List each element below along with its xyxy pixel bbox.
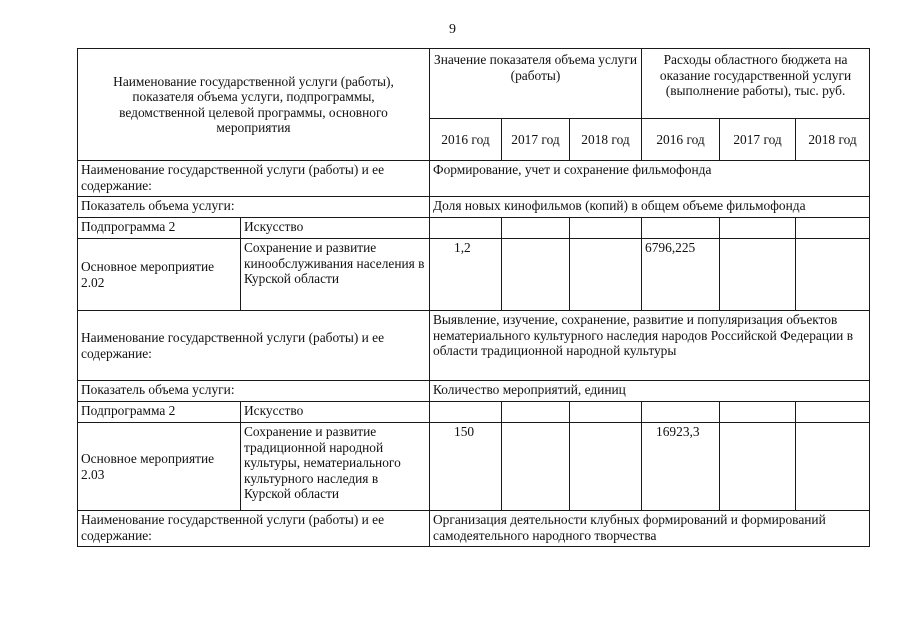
empty-cell — [796, 218, 870, 239]
table-row — [78, 161, 870, 197]
header-name-cell: Наименование государственной услуги (работы), показателя объема услуги, подпрограммы, ведомственной целевой программы, основного мероприятия — [78, 49, 430, 161]
measure-name: Сохранение и развитие кинообслуживания населения в Курской области — [241, 239, 430, 311]
empty-cell — [720, 218, 796, 239]
table-row — [78, 218, 870, 239]
indicator-value: Количество мероприятий, единиц — [430, 381, 870, 402]
header-row-top — [78, 49, 870, 119]
volume-2016: 1,2 — [430, 239, 502, 311]
expense-2016: 6796,225 — [642, 239, 720, 311]
service-value: Формирование, учет и сохранение фильмофонда — [430, 161, 870, 197]
service-value: Выявление, изучение, сохранение, развитие и популяризация объектов нематериального культурного наследия народов Российской Федерации в области традиционной народной культуры — [430, 311, 870, 381]
subprogram-label: Подпрограмма 2 — [78, 402, 241, 423]
header-expense-group: Расходы областного бюджета на оказание государственной услуги (выполнение работы), тыс. руб. — [642, 49, 870, 119]
table-row — [78, 511, 870, 547]
volume-2018 — [570, 423, 642, 511]
empty-cell — [430, 218, 502, 239]
subprogram-label: Подпрограмма 2 — [78, 218, 241, 239]
table-row — [78, 197, 870, 218]
expense-2018 — [796, 423, 870, 511]
service-label: Наименование государственной услуги (работы) и ее содержание: — [78, 511, 430, 547]
header-volume-year-2018: 2018 год — [570, 119, 642, 161]
header-volume-year-2017: 2017 год — [502, 119, 570, 161]
service-value: Организация деятельности клубных формирований и формирований самодеятельного народного творчества — [430, 511, 870, 547]
empty-cell — [720, 402, 796, 423]
empty-cell — [796, 402, 870, 423]
volume-2016: 150 — [430, 423, 502, 511]
table-row — [78, 381, 870, 402]
expense-2017 — [720, 239, 796, 311]
services-table — [77, 48, 870, 547]
empty-cell — [502, 402, 570, 423]
empty-cell — [642, 218, 720, 239]
volume-2018 — [570, 239, 642, 311]
indicator-label: Показатель объема услуги: — [78, 197, 430, 218]
volume-2017 — [502, 423, 570, 511]
page-number: 9 — [449, 22, 456, 37]
table-row — [78, 311, 870, 381]
empty-cell — [642, 402, 720, 423]
empty-cell — [570, 402, 642, 423]
header-volume-group: Значение показателя объема услуги (работы) — [430, 49, 642, 119]
measure-name: Сохранение и развитие традиционной народной культуры, нематериального культурного наследия в Курской области — [241, 423, 430, 511]
service-label: Наименование государственной услуги (работы) и ее содержание: — [78, 161, 430, 197]
header-expense-year-2018: 2018 год — [796, 119, 870, 161]
empty-cell — [570, 218, 642, 239]
service-label: Наименование государственной услуги (работы) и ее содержание: — [78, 311, 430, 381]
subprogram-value: Искусство — [241, 218, 430, 239]
header-expense-year-2016: 2016 год — [642, 119, 720, 161]
indicator-label: Показатель объема услуги: — [78, 381, 430, 402]
subprogram-value: Искусство — [241, 402, 430, 423]
empty-cell — [430, 402, 502, 423]
measure-label: Основное мероприятие 2.03 — [78, 423, 241, 511]
indicator-value: Доля новых кинофильмов (копий) в общем объеме фильмофонда — [430, 197, 870, 218]
header-expense-year-2017: 2017 год — [720, 119, 796, 161]
empty-cell — [502, 218, 570, 239]
expense-2018 — [796, 239, 870, 311]
measure-label: Основное мероприятие 2.02 — [78, 239, 241, 311]
table-row — [78, 239, 870, 311]
table-row — [78, 423, 870, 511]
table-row — [78, 402, 870, 423]
expense-2017 — [720, 423, 796, 511]
header-volume-year-2016: 2016 год — [430, 119, 502, 161]
expense-2016: 16923,3 — [642, 423, 720, 511]
volume-2017 — [502, 239, 570, 311]
